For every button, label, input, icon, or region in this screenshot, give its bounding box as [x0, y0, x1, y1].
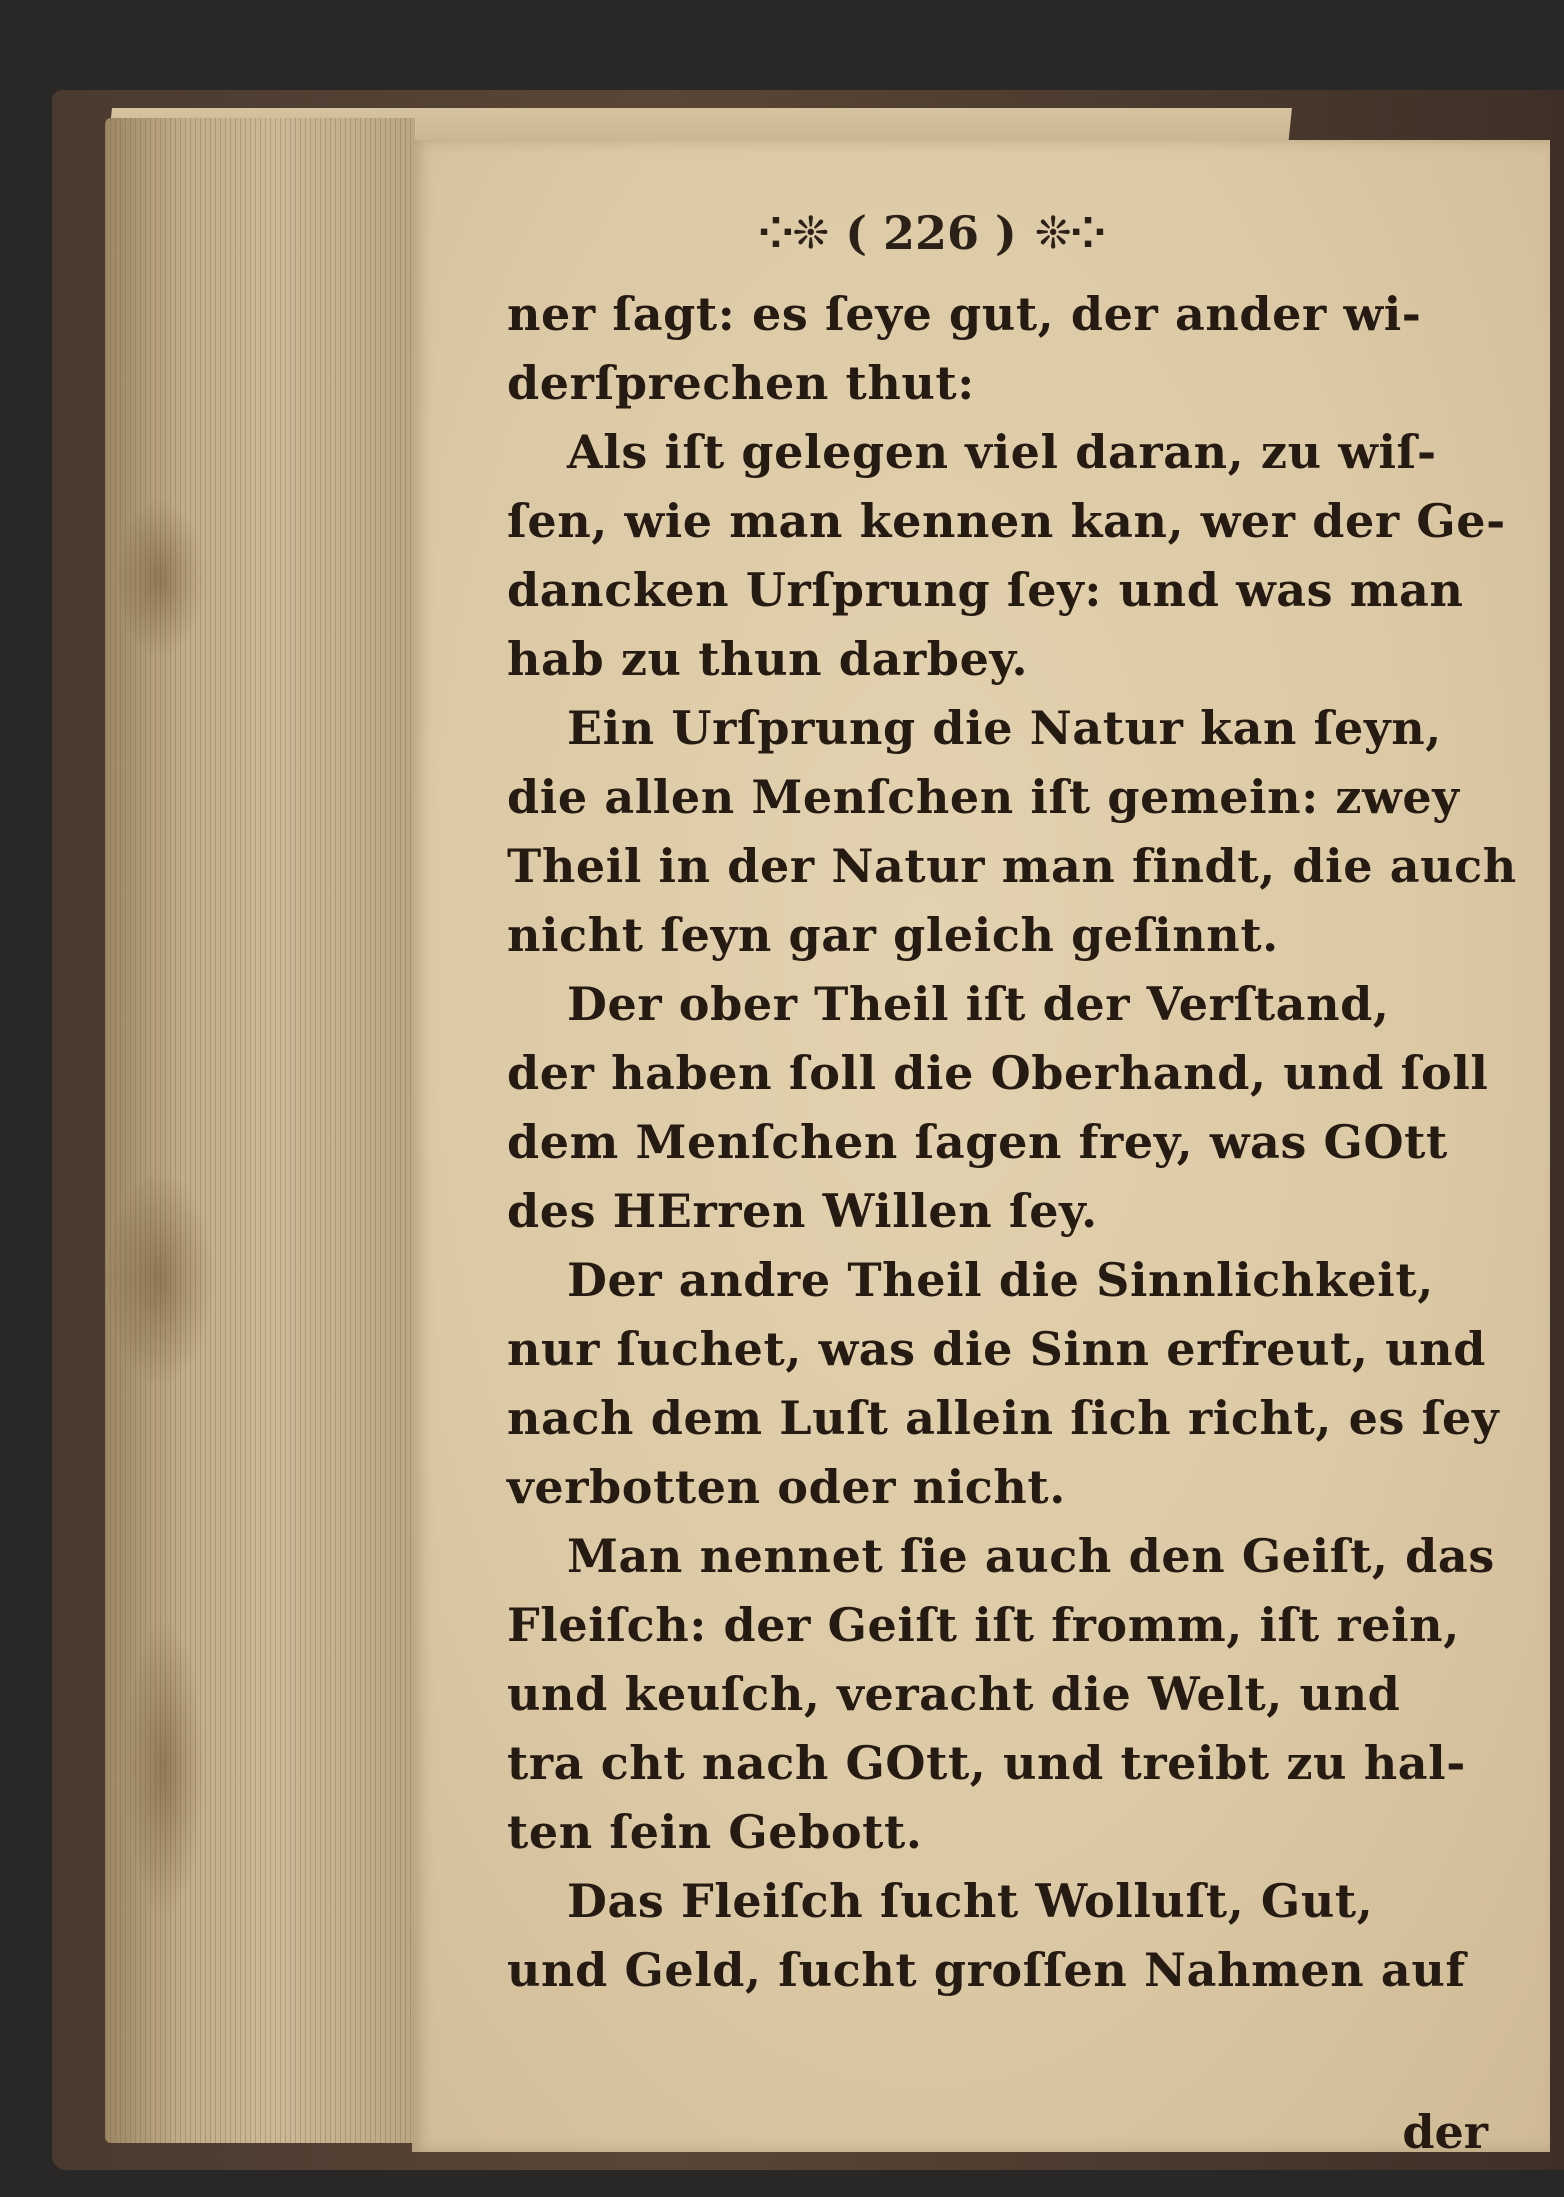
text-line: des HErren Willen ſey. — [507, 1184, 1098, 1238]
text-line: ſen, wie man kennen kan, wer der Ge- — [507, 494, 1506, 548]
stain — [125, 1618, 205, 1918]
text-line: dancken Urſprung ſey: und was man — [507, 563, 1464, 617]
text-line: tra cht nach GOtt, und treibt zu hal- — [507, 1736, 1466, 1790]
text-line: die allen Menſchen iſt gemein: zwey — [507, 770, 1460, 824]
body-text — [507, 280, 1557, 2005]
page-stack-edge — [105, 118, 415, 2143]
catchword: der — [1402, 2105, 1488, 2159]
page-number: ( 226 ) — [845, 206, 1017, 260]
text-line: Der andre Theil die Sinnlichkeit, — [567, 1253, 1434, 1307]
text-line: ten ſein Gebott. — [507, 1805, 923, 1859]
text-line: nur ſuchet, was die Sinn erfreut, und — [507, 1322, 1486, 1376]
stain — [115, 498, 205, 658]
text-line: und Geld, ſucht groſſen Nahmen auf — [507, 1943, 1466, 1997]
text-line: Als iſt gelegen viel daran, zu wiſ- — [567, 425, 1437, 479]
text-line: hab zu thun darbey. — [507, 632, 1029, 686]
text-line: derſprechen thut: — [507, 356, 975, 410]
book-page — [412, 140, 1550, 2159]
ornament-left: ⁘❊ — [757, 207, 828, 259]
text-line: der haben ſoll die Oberhand, und ſoll — [507, 1046, 1489, 1100]
page-header — [412, 198, 1450, 268]
text-line: verbotten oder nicht. — [507, 1460, 1066, 1514]
text-line: Der ober Theil iſt der Verſtand, — [567, 977, 1390, 1031]
text-line: nach dem Luſt allein ſich richt, es ſey — [507, 1391, 1500, 1445]
text-line: dem Menſchen ſagen frey, was GOtt — [507, 1115, 1448, 1169]
stain — [105, 1168, 215, 1388]
text-line: Das Fleiſch ſucht Wolluſt, Gut, — [567, 1874, 1374, 1928]
text-line: Fleiſch: der Geiſt iſt fromm, iſt rein, — [507, 1598, 1460, 1652]
text-line: ner ſagt: es ſeye gut, der ander wi- — [507, 287, 1422, 341]
ornament-right: ❊⁘ — [1034, 207, 1105, 259]
text-line: Man nennet ſie auch den Geiſt, das — [567, 1529, 1495, 1583]
text-line: Ein Urſprung die Natur kan ſeyn, — [567, 701, 1442, 755]
text-line: nicht ſeyn gar gleich geſinnt. — [507, 908, 1279, 962]
text-line: und keuſch, veracht die Welt, und — [507, 1667, 1401, 1721]
text-line: Theil in der Natur man findt, die auch — [507, 839, 1517, 893]
